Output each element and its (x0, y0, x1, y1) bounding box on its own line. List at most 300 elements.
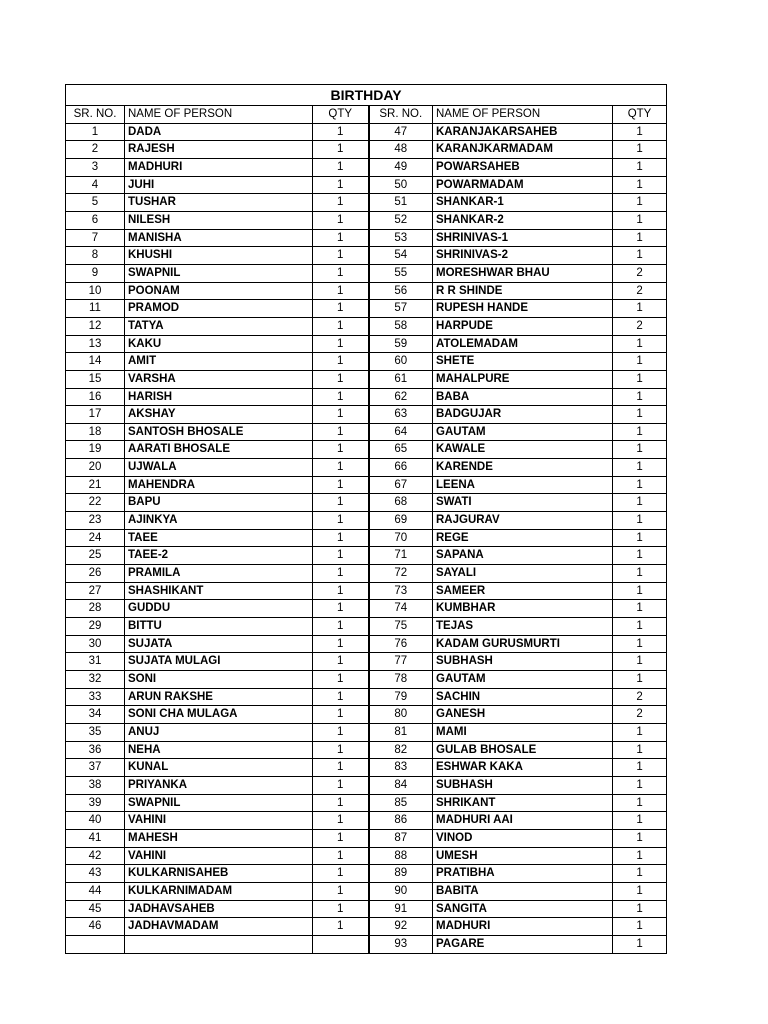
person-name-cell: NEHA (125, 741, 313, 759)
person-name-cell: KAWALE (433, 441, 613, 459)
sr-no-cell: 39 (66, 794, 125, 812)
table-row (66, 688, 667, 706)
person-name-cell: PRAMOD (125, 300, 313, 318)
col-header-qty-right: QTY (613, 106, 667, 124)
person-name-cell: SAPANA (433, 547, 613, 565)
person-name-cell: KUMBHAR (433, 600, 613, 618)
table-row (66, 406, 667, 424)
sr-no-cell: 50 (369, 176, 433, 194)
person-name-cell: PRATIBHA (433, 865, 613, 883)
person-name-cell: SACHIN (433, 688, 613, 706)
qty-cell: 1 (613, 847, 667, 865)
sr-no-cell: 35 (66, 723, 125, 741)
person-name-cell: SONI (125, 671, 313, 689)
qty-cell: 1 (313, 618, 369, 636)
person-name-cell: GAUTAM (433, 671, 613, 689)
sr-no-cell: 76 (369, 635, 433, 653)
person-name-cell: NILESH (125, 211, 313, 229)
sr-no-cell: 21 (66, 476, 125, 494)
sr-no-cell: 89 (369, 865, 433, 883)
sr-no-cell: 19 (66, 441, 125, 459)
person-name-cell: PRAMILA (125, 565, 313, 583)
qty-cell: 1 (313, 529, 369, 547)
qty-cell: 1 (313, 247, 369, 265)
header-row (66, 106, 667, 124)
person-name-cell: AJINKYA (125, 512, 313, 530)
person-name-cell: TUSHAR (125, 194, 313, 212)
sr-no-cell: 48 (369, 141, 433, 159)
sr-no-cell: 91 (369, 900, 433, 918)
qty-cell: 1 (613, 247, 667, 265)
sr-no-cell: 84 (369, 776, 433, 794)
sr-no-cell: 71 (369, 547, 433, 565)
qty-cell: 1 (313, 141, 369, 159)
person-name-cell: SAMEER (433, 582, 613, 600)
qty-cell: 1 (613, 918, 667, 936)
person-name-cell: UMESH (433, 847, 613, 865)
person-name-cell: TATYA (125, 317, 313, 335)
person-name-cell: RAJESH (125, 141, 313, 159)
sr-no-cell: 92 (369, 918, 433, 936)
person-name-cell: MORESHWAR BHAU (433, 264, 613, 282)
person-name-cell: GAUTAM (433, 423, 613, 441)
qty-cell: 1 (613, 671, 667, 689)
qty-cell: 1 (313, 370, 369, 388)
sr-no-cell: 18 (66, 423, 125, 441)
person-name-cell: BABITA (433, 882, 613, 900)
person-name-cell: KULKARNISAHEB (125, 865, 313, 883)
person-name-cell: VARSHA (125, 370, 313, 388)
table-row (66, 547, 667, 565)
qty-cell: 1 (313, 158, 369, 176)
sr-no-cell: 30 (66, 635, 125, 653)
qty-cell: 1 (613, 388, 667, 406)
person-name-cell: DADA (125, 123, 313, 141)
qty-cell: 1 (613, 229, 667, 247)
table-row (66, 423, 667, 441)
sr-no-cell: 2 (66, 141, 125, 159)
table-row (66, 653, 667, 671)
sr-no-cell: 7 (66, 229, 125, 247)
qty-cell: 1 (613, 582, 667, 600)
person-name-cell: BADGUJAR (433, 406, 613, 424)
table-row (66, 229, 667, 247)
qty-cell: 1 (613, 865, 667, 883)
sr-no-cell: 37 (66, 759, 125, 777)
sr-no-cell: 6 (66, 211, 125, 229)
sr-no-cell: 62 (369, 388, 433, 406)
table-row (66, 459, 667, 477)
sr-no-cell: 5 (66, 194, 125, 212)
sr-no-cell: 66 (369, 459, 433, 477)
person-name-cell: REGE (433, 529, 613, 547)
person-name-cell: SUJATA MULAGI (125, 653, 313, 671)
person-name-cell: AKSHAY (125, 406, 313, 424)
table-row (66, 529, 667, 547)
qty-cell: 1 (613, 935, 667, 953)
sr-no-cell: 41 (66, 829, 125, 847)
qty-cell: 1 (313, 829, 369, 847)
qty-cell: 1 (313, 547, 369, 565)
qty-cell: 1 (613, 529, 667, 547)
sr-no-cell: 13 (66, 335, 125, 353)
person-name-cell: POWARSAHEB (433, 158, 613, 176)
qty-cell: 1 (313, 300, 369, 318)
sr-no-cell: 45 (66, 900, 125, 918)
sr-no-cell: 25 (66, 547, 125, 565)
qty-cell: 1 (613, 900, 667, 918)
person-name-cell: ANUJ (125, 723, 313, 741)
qty-cell: 1 (313, 123, 369, 141)
sr-no-cell: 3 (66, 158, 125, 176)
sr-no-cell: 15 (66, 370, 125, 388)
person-name-cell: KARENDE (433, 459, 613, 477)
qty-cell: 1 (313, 600, 369, 618)
sr-no-cell: 54 (369, 247, 433, 265)
qty-cell: 2 (613, 706, 667, 724)
table-row (66, 794, 667, 812)
person-name-cell: TAEE-2 (125, 547, 313, 565)
sr-no-cell: 70 (369, 529, 433, 547)
qty-cell: 1 (313, 723, 369, 741)
person-name-cell: ATOLEMADAM (433, 335, 613, 353)
table-row (66, 317, 667, 335)
person-name-cell: BAPU (125, 494, 313, 512)
sr-no-cell: 58 (369, 317, 433, 335)
sr-no-cell: 4 (66, 176, 125, 194)
sr-no-cell: 87 (369, 829, 433, 847)
qty-cell: 1 (313, 194, 369, 212)
sr-no-cell: 31 (66, 653, 125, 671)
qty-cell: 1 (313, 582, 369, 600)
sr-no-cell: 24 (66, 529, 125, 547)
col-header-name-right: NAME OF PERSON (433, 106, 613, 124)
person-name-cell: SWAPNIL (125, 264, 313, 282)
sr-no-cell: 64 (369, 423, 433, 441)
qty-cell: 1 (613, 512, 667, 530)
qty-cell: 1 (613, 547, 667, 565)
person-name-cell: SHANKAR-1 (433, 194, 613, 212)
sr-no-cell: 86 (369, 812, 433, 830)
qty-cell: 1 (313, 706, 369, 724)
person-name-cell: SWATI (433, 494, 613, 512)
sr-no-cell: 47 (369, 123, 433, 141)
table-row (66, 847, 667, 865)
qty-cell: 1 (313, 494, 369, 512)
person-name-cell: MAHESH (125, 829, 313, 847)
person-name-cell: KUNAL (125, 759, 313, 777)
qty-cell: 1 (313, 759, 369, 777)
qty-cell: 1 (313, 865, 369, 883)
sr-no-cell: 17 (66, 406, 125, 424)
table-row (66, 370, 667, 388)
person-name-cell: HARISH (125, 388, 313, 406)
sr-no-cell: 72 (369, 565, 433, 583)
qty-cell: 1 (313, 635, 369, 653)
qty-cell: 1 (313, 353, 369, 371)
sr-no-cell: 38 (66, 776, 125, 794)
table-row (66, 512, 667, 530)
sr-no-cell: 81 (369, 723, 433, 741)
sr-no-cell: 11 (66, 300, 125, 318)
qty-cell: 1 (313, 282, 369, 300)
sr-no-cell: 93 (369, 935, 433, 953)
table-row (66, 776, 667, 794)
person-name-cell: KARANJAKARSAHEB (433, 123, 613, 141)
sr-no-cell: 67 (369, 476, 433, 494)
person-name-cell (125, 935, 313, 953)
qty-cell: 1 (613, 882, 667, 900)
person-name-cell: JADHAVMADAM (125, 918, 313, 936)
person-name-cell: POWARMADAM (433, 176, 613, 194)
person-name-cell: RUPESH HANDE (433, 300, 613, 318)
sr-no-cell: 23 (66, 512, 125, 530)
person-name-cell: ARUN RAKSHE (125, 688, 313, 706)
sr-no-cell: 55 (369, 264, 433, 282)
qty-cell: 1 (313, 459, 369, 477)
qty-cell: 1 (313, 741, 369, 759)
person-name-cell: SUBHASH (433, 653, 613, 671)
sr-no-cell: 51 (369, 194, 433, 212)
sr-no-cell: 61 (369, 370, 433, 388)
sr-no-cell: 26 (66, 565, 125, 583)
person-name-cell: PRIYANKA (125, 776, 313, 794)
sr-no-cell (66, 935, 125, 953)
table-row (66, 600, 667, 618)
qty-cell: 1 (313, 406, 369, 424)
qty-cell: 2 (613, 317, 667, 335)
table-row (66, 882, 667, 900)
qty-cell: 2 (613, 264, 667, 282)
qty-cell: 1 (313, 317, 369, 335)
col-header-qty-left: QTY (313, 106, 369, 124)
birthday-table (65, 84, 667, 954)
qty-cell: 1 (613, 723, 667, 741)
table-row (66, 441, 667, 459)
person-name-cell: SWAPNIL (125, 794, 313, 812)
sr-no-cell: 12 (66, 317, 125, 335)
sr-no-cell: 79 (369, 688, 433, 706)
sr-no-cell: 14 (66, 353, 125, 371)
table-row (66, 741, 667, 759)
qty-cell: 1 (313, 776, 369, 794)
sr-no-cell: 77 (369, 653, 433, 671)
table-row (66, 865, 667, 883)
person-name-cell: MAHALPURE (433, 370, 613, 388)
sr-no-cell: 59 (369, 335, 433, 353)
person-name-cell: VINOD (433, 829, 613, 847)
qty-cell: 1 (613, 300, 667, 318)
person-name-cell: KHUSHI (125, 247, 313, 265)
qty-cell: 1 (613, 759, 667, 777)
col-header-name-left: NAME OF PERSON (125, 106, 313, 124)
table-row (66, 123, 667, 141)
sr-no-cell: 29 (66, 618, 125, 636)
qty-cell: 1 (613, 353, 667, 371)
sr-no-cell: 36 (66, 741, 125, 759)
table-row (66, 141, 667, 159)
person-name-cell: HARPUDE (433, 317, 613, 335)
person-name-cell: SHANKAR-2 (433, 211, 613, 229)
table-row (66, 935, 667, 953)
qty-cell: 1 (313, 264, 369, 282)
person-name-cell: SUBHASH (433, 776, 613, 794)
person-name-cell: SUJATA (125, 635, 313, 653)
qty-cell: 1 (613, 370, 667, 388)
qty-cell: 1 (613, 565, 667, 583)
table-row (66, 635, 667, 653)
person-name-cell: TEJAS (433, 618, 613, 636)
person-name-cell: VAHINI (125, 812, 313, 830)
qty-cell: 1 (613, 441, 667, 459)
person-name-cell: RAJGURAV (433, 512, 613, 530)
person-name-cell: MAHENDRA (125, 476, 313, 494)
person-name-cell: SHASHIKANT (125, 582, 313, 600)
sr-no-cell: 49 (369, 158, 433, 176)
person-name-cell: AMIT (125, 353, 313, 371)
table-row (66, 388, 667, 406)
sr-no-cell: 57 (369, 300, 433, 318)
sr-no-cell: 73 (369, 582, 433, 600)
table-row (66, 723, 667, 741)
sr-no-cell: 56 (369, 282, 433, 300)
person-name-cell: JADHAVSAHEB (125, 900, 313, 918)
qty-cell: 1 (313, 388, 369, 406)
qty-cell: 1 (613, 123, 667, 141)
person-name-cell: AARATI BHOSALE (125, 441, 313, 459)
qty-cell: 1 (613, 141, 667, 159)
sr-no-cell: 22 (66, 494, 125, 512)
qty-cell: 1 (313, 176, 369, 194)
table-row (66, 176, 667, 194)
sr-no-cell: 8 (66, 247, 125, 265)
sr-no-cell: 27 (66, 582, 125, 600)
qty-cell: 1 (613, 618, 667, 636)
qty-cell: 1 (313, 847, 369, 865)
sr-no-cell: 34 (66, 706, 125, 724)
person-name-cell: ESHWAR KAKA (433, 759, 613, 777)
sr-no-cell: 20 (66, 459, 125, 477)
person-name-cell: KAKU (125, 335, 313, 353)
person-name-cell: BITTU (125, 618, 313, 636)
table-row (66, 918, 667, 936)
qty-cell: 1 (613, 812, 667, 830)
person-name-cell: MAMI (433, 723, 613, 741)
table-row (66, 618, 667, 636)
qty-cell: 1 (613, 406, 667, 424)
qty-cell: 1 (313, 229, 369, 247)
sr-no-cell: 78 (369, 671, 433, 689)
qty-cell: 1 (313, 688, 369, 706)
sr-no-cell: 9 (66, 264, 125, 282)
sr-no-cell: 32 (66, 671, 125, 689)
table-row (66, 812, 667, 830)
table-row (66, 335, 667, 353)
sr-no-cell: 33 (66, 688, 125, 706)
person-name-cell: SANGITA (433, 900, 613, 918)
qty-cell: 1 (613, 600, 667, 618)
qty-cell: 1 (613, 476, 667, 494)
sr-no-cell: 10 (66, 282, 125, 300)
table-row (66, 706, 667, 724)
qty-cell: 1 (313, 476, 369, 494)
col-header-sr-no-right: SR. NO. (369, 106, 433, 124)
col-header-sr-no-left: SR. NO. (66, 106, 125, 124)
person-name-cell: KULKARNIMADAM (125, 882, 313, 900)
qty-cell: 1 (313, 565, 369, 583)
sr-no-cell: 42 (66, 847, 125, 865)
sr-no-cell: 28 (66, 600, 125, 618)
person-name-cell: TAEE (125, 529, 313, 547)
person-name-cell: PAGARE (433, 935, 613, 953)
sheet-title: BIRTHDAY (66, 85, 667, 106)
person-name-cell: JUHI (125, 176, 313, 194)
person-name-cell: VAHINI (125, 847, 313, 865)
table-row (66, 353, 667, 371)
person-name-cell: KARANJKARMADAM (433, 141, 613, 159)
qty-cell: 1 (313, 441, 369, 459)
sr-no-cell: 16 (66, 388, 125, 406)
table-row (66, 158, 667, 176)
table-row (66, 211, 667, 229)
qty-cell: 2 (613, 688, 667, 706)
qty-cell: 1 (613, 176, 667, 194)
person-name-cell: MADHURI (433, 918, 613, 936)
qty-cell: 1 (313, 671, 369, 689)
table-row (66, 300, 667, 318)
qty-cell: 1 (613, 829, 667, 847)
qty-cell: 1 (313, 918, 369, 936)
qty-cell: 1 (313, 423, 369, 441)
person-name-cell: MANISHA (125, 229, 313, 247)
table-row (66, 829, 667, 847)
qty-cell: 2 (613, 282, 667, 300)
qty-cell: 1 (613, 335, 667, 353)
qty-cell: 1 (313, 882, 369, 900)
qty-cell: 1 (313, 653, 369, 671)
qty-cell: 1 (313, 512, 369, 530)
person-name-cell: POONAM (125, 282, 313, 300)
qty-cell: 1 (613, 653, 667, 671)
sr-no-cell: 88 (369, 847, 433, 865)
qty-cell: 1 (613, 741, 667, 759)
person-name-cell: SHRINIVAS-2 (433, 247, 613, 265)
table-row (66, 671, 667, 689)
table-row (66, 759, 667, 777)
qty-cell (313, 935, 369, 953)
qty-cell: 1 (613, 194, 667, 212)
table-row (66, 194, 667, 212)
qty-cell: 1 (613, 158, 667, 176)
table-row (66, 494, 667, 512)
qty-cell: 1 (613, 459, 667, 477)
qty-cell: 1 (613, 423, 667, 441)
person-name-cell: R R SHINDE (433, 282, 613, 300)
qty-cell: 1 (313, 900, 369, 918)
table-row (66, 264, 667, 282)
person-name-cell: SHRINIVAS-1 (433, 229, 613, 247)
sr-no-cell: 80 (369, 706, 433, 724)
person-name-cell: UJWALA (125, 459, 313, 477)
person-name-cell: MADHURI (125, 158, 313, 176)
sr-no-cell: 69 (369, 512, 433, 530)
qty-cell: 1 (613, 211, 667, 229)
person-name-cell: SANTOSH BHOSALE (125, 423, 313, 441)
sr-no-cell: 85 (369, 794, 433, 812)
qty-cell: 1 (313, 794, 369, 812)
sr-no-cell: 75 (369, 618, 433, 636)
sr-no-cell: 83 (369, 759, 433, 777)
